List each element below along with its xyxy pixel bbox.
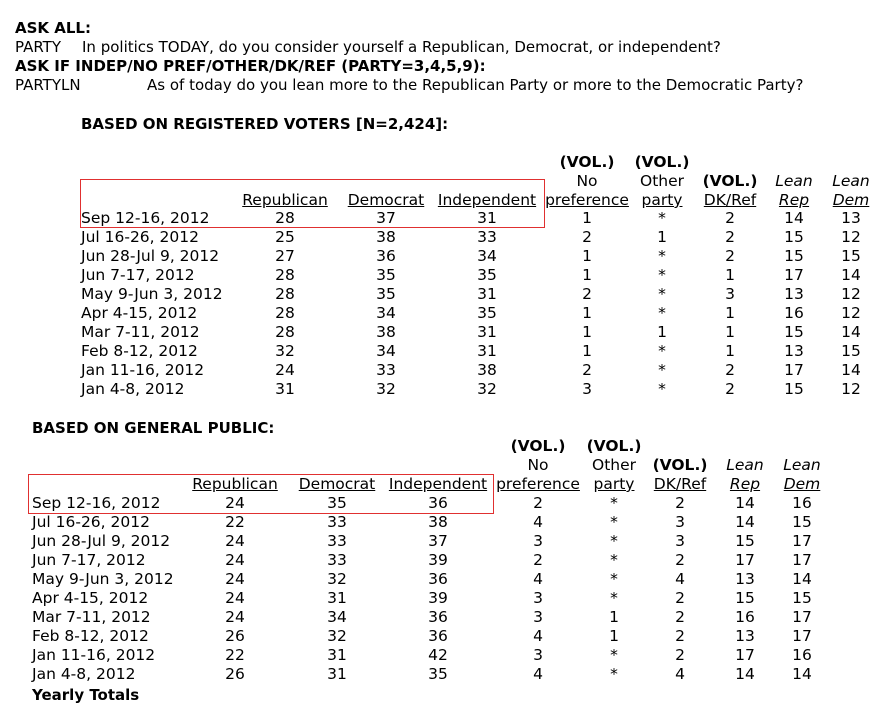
row-value: 15 (784, 247, 804, 265)
header-lean-dem-top: Lean (783, 456, 821, 474)
row-value: 35 (477, 266, 497, 284)
row-value: * (610, 570, 618, 588)
row-value: 34 (376, 304, 396, 322)
row-value: 12 (841, 285, 861, 303)
row-value: 31 (477, 342, 497, 360)
row-value: 15 (735, 589, 755, 607)
row-value: 2 (582, 285, 592, 303)
row-value: 36 (428, 494, 448, 512)
row-value: 24 (275, 361, 295, 379)
header-vol-dkref: (VOL.) (702, 172, 758, 190)
row-value: 2 (675, 627, 685, 645)
row-value: * (610, 513, 618, 531)
row-value: 17 (792, 627, 812, 645)
row-value: 31 (327, 589, 347, 607)
row-value: * (658, 380, 666, 398)
row-value: 3 (675, 513, 685, 531)
row-date: Jun 7-17, 2012 (32, 551, 146, 569)
row-value: 3 (533, 532, 543, 550)
row-date: Sep 12-16, 2012 (81, 209, 210, 227)
row-value: 17 (784, 361, 804, 379)
row-value: 2 (675, 494, 685, 512)
row-value: 31 (275, 380, 295, 398)
row-value: 38 (428, 513, 448, 531)
general-title: BASED ON GENERAL PUBLIC: (32, 419, 275, 437)
registered-title: BASED ON REGISTERED VOTERS [N=2,424]: (81, 115, 449, 133)
row-value: 27 (275, 247, 295, 265)
row-value: 3 (725, 285, 735, 303)
ask-if-label: ASK IF INDEP/NO PREF/OTHER/DK/REF (PARTY=3,4,5,9): (15, 57, 486, 75)
row-value: * (658, 304, 666, 322)
row-value: 15 (784, 323, 804, 341)
row-value: 14 (841, 266, 861, 284)
row-value: 31 (327, 646, 347, 664)
registered-highlight-box (80, 179, 545, 228)
row-value: 31 (477, 209, 497, 227)
row-value: 2 (725, 209, 735, 227)
row-value: 16 (784, 304, 804, 322)
header-other: Other (639, 172, 685, 190)
header-lean-rep-top: Lean (726, 456, 764, 474)
party-code: PARTY (15, 38, 62, 56)
row-value: 12 (841, 380, 861, 398)
row-value: 15 (784, 380, 804, 398)
header-dem: Dem (783, 475, 821, 493)
row-value: 24 (225, 570, 245, 588)
row-value: 4 (533, 665, 543, 683)
row-value: 25 (275, 228, 295, 246)
row-value: 32 (477, 380, 497, 398)
header-party: party (641, 191, 683, 209)
row-value: * (658, 209, 666, 227)
row-value: 16 (735, 608, 755, 626)
row-value: 36 (428, 608, 448, 626)
row-value: 1 (657, 323, 667, 341)
row-value: 36 (376, 247, 396, 265)
row-value: 14 (735, 494, 755, 512)
row-value: 15 (841, 247, 861, 265)
row-value: * (610, 589, 618, 607)
row-value: 17 (792, 532, 812, 550)
header-dem: Dem (832, 191, 870, 209)
row-date: Mar 7-11, 2012 (81, 323, 200, 341)
row-value: 1 (582, 342, 592, 360)
row-value: 13 (784, 342, 804, 360)
row-value: 33 (327, 532, 347, 550)
row-value: 2 (725, 228, 735, 246)
row-value: 37 (376, 209, 396, 227)
row-value: 33 (376, 361, 396, 379)
row-value: 34 (477, 247, 497, 265)
header-vol-no-preference: (VOL.) (559, 153, 615, 171)
header-rep: Rep (729, 475, 761, 493)
header-vol-no-preference: (VOL.) (510, 437, 566, 455)
row-value: 3 (533, 608, 543, 626)
header-vol-dkref: (VOL.) (652, 456, 708, 474)
row-date: Jun 7-17, 2012 (81, 266, 195, 284)
row-value: 4 (533, 570, 543, 588)
yearly-totals-cutoff: Yearly Totals (32, 686, 140, 704)
row-value: 1 (725, 266, 735, 284)
row-value: 4 (675, 570, 685, 588)
header-party: party (593, 475, 635, 493)
row-value: 14 (792, 665, 812, 683)
row-value: 28 (275, 323, 295, 341)
header-preference: preference (496, 475, 580, 493)
row-value: 2 (675, 551, 685, 569)
row-value: 1 (725, 323, 735, 341)
row-value: 14 (784, 209, 804, 227)
row-value: * (610, 665, 618, 683)
row-value: * (658, 342, 666, 360)
row-date: Feb 8-12, 2012 (32, 627, 149, 645)
row-value: 17 (792, 551, 812, 569)
header-independent: Independent (388, 475, 488, 493)
row-value: 34 (376, 342, 396, 360)
row-value: 1 (609, 608, 619, 626)
row-value: 17 (792, 608, 812, 626)
row-value: 2 (533, 551, 543, 569)
party-question: In politics TODAY, do you consider yourself a Republican, Democrat, or independent? (82, 38, 721, 56)
row-value: 15 (792, 589, 812, 607)
header-rep: Rep (778, 191, 810, 209)
row-date: Mar 7-11, 2012 (32, 608, 151, 626)
row-value: 14 (841, 361, 861, 379)
row-value: 17 (735, 551, 755, 569)
row-value: 28 (275, 209, 295, 227)
row-value: 13 (735, 570, 755, 588)
row-value: 1 (582, 209, 592, 227)
row-date: Jul 16-26, 2012 (32, 513, 150, 531)
row-value: 14 (735, 665, 755, 683)
row-value: 4 (533, 513, 543, 531)
row-value: 1 (609, 627, 619, 645)
header-republican: Republican (242, 191, 328, 209)
row-value: 24 (225, 589, 245, 607)
row-value: 15 (735, 532, 755, 550)
row-date: Apr 4-15, 2012 (32, 589, 149, 607)
row-value: 1 (725, 342, 735, 360)
row-value: 32 (376, 380, 396, 398)
row-value: * (658, 285, 666, 303)
row-value: 24 (225, 608, 245, 626)
row-value: 2 (533, 494, 543, 512)
row-value: 35 (428, 665, 448, 683)
row-value: 39 (428, 589, 448, 607)
row-value: 2 (675, 608, 685, 626)
row-value: 31 (477, 285, 497, 303)
row-value: * (658, 361, 666, 379)
row-value: 1 (582, 304, 592, 322)
row-value: * (610, 494, 618, 512)
row-value: 12 (841, 304, 861, 322)
row-value: 34 (327, 608, 347, 626)
row-value: * (610, 532, 618, 550)
row-date: Jan 11-16, 2012 (32, 646, 156, 664)
row-value: 32 (327, 627, 347, 645)
row-value: 1 (582, 266, 592, 284)
row-value: 13 (841, 209, 861, 227)
row-value: 31 (477, 323, 497, 341)
row-value: 24 (225, 494, 245, 512)
row-value: 33 (327, 551, 347, 569)
row-value: 28 (275, 266, 295, 284)
row-value: 16 (792, 494, 812, 512)
header-lean-dem-top: Lean (832, 172, 870, 190)
row-value: 17 (784, 266, 804, 284)
row-value: 26 (225, 665, 245, 683)
row-value: 14 (841, 323, 861, 341)
row-date: May 9-Jun 3, 2012 (32, 570, 174, 588)
row-date: Jan 11-16, 2012 (81, 361, 205, 379)
header-lean-rep-top: Lean (775, 172, 813, 190)
header-no: No (527, 456, 549, 474)
row-value: 1 (657, 228, 667, 246)
row-date: Sep 12-16, 2012 (32, 494, 161, 512)
row-value: 4 (533, 627, 543, 645)
row-value: 33 (477, 228, 497, 246)
header-other: Other (591, 456, 637, 474)
row-value: 1 (582, 247, 592, 265)
row-value: 36 (428, 570, 448, 588)
row-value: 3 (533, 589, 543, 607)
row-value: 38 (477, 361, 497, 379)
row-value: 35 (477, 304, 497, 322)
row-value: 38 (376, 323, 396, 341)
row-value: 2 (582, 361, 592, 379)
row-value: 2 (675, 589, 685, 607)
row-value: 16 (792, 646, 812, 664)
header-dkref: DK/Ref (703, 191, 757, 209)
row-value: 1 (582, 323, 592, 341)
row-value: 22 (225, 513, 245, 531)
row-date: Feb 8-12, 2012 (81, 342, 198, 360)
row-value: 17 (735, 646, 755, 664)
row-value: 42 (428, 646, 448, 664)
header-dkref: DK/Ref (653, 475, 707, 493)
header-vol-other-party: (VOL.) (634, 153, 690, 171)
general-highlight-box (28, 474, 494, 514)
row-value: 35 (376, 266, 396, 284)
header-independent: Independent (437, 191, 537, 209)
row-value: 14 (735, 513, 755, 531)
header-republican: Republican (192, 475, 278, 493)
header-no: No (576, 172, 598, 190)
row-date: May 9-Jun 3, 2012 (81, 285, 223, 303)
row-value: 28 (275, 304, 295, 322)
row-value: 32 (327, 570, 347, 588)
row-value: 26 (225, 627, 245, 645)
row-date: Jun 28-Jul 9, 2012 (81, 247, 220, 265)
header-democrat: Democrat (347, 191, 425, 209)
row-value: 12 (841, 228, 861, 246)
header-democrat: Democrat (298, 475, 376, 493)
row-value: 1 (725, 304, 735, 322)
row-value: 15 (792, 513, 812, 531)
row-value: 33 (327, 513, 347, 531)
header-vol-other-party: (VOL.) (586, 437, 642, 455)
row-value: 15 (841, 342, 861, 360)
row-value: 38 (376, 228, 396, 246)
ask-all-label: ASK ALL: (15, 19, 91, 37)
row-value: 28 (275, 285, 295, 303)
row-value: 37 (428, 532, 448, 550)
row-value: 3 (675, 532, 685, 550)
row-value: 24 (225, 532, 245, 550)
row-value: 35 (376, 285, 396, 303)
row-value: 32 (275, 342, 295, 360)
partyln-code: PARTYLN (15, 76, 81, 94)
row-value: 31 (327, 665, 347, 683)
row-date: Jan 4-8, 2012 (32, 665, 136, 683)
row-value: 39 (428, 551, 448, 569)
row-date: Jan 4-8, 2012 (81, 380, 185, 398)
header-preference: preference (545, 191, 629, 209)
row-value: 2 (582, 228, 592, 246)
row-date: Jul 16-26, 2012 (81, 228, 199, 246)
row-value: 4 (675, 665, 685, 683)
row-value: 22 (225, 646, 245, 664)
row-value: 15 (784, 228, 804, 246)
row-value: 13 (735, 627, 755, 645)
row-value: 2 (725, 380, 735, 398)
row-value: * (610, 646, 618, 664)
row-value: * (658, 247, 666, 265)
row-value: * (610, 551, 618, 569)
row-value: 14 (792, 570, 812, 588)
row-value: 3 (533, 646, 543, 664)
row-value: 35 (327, 494, 347, 512)
row-value: 36 (428, 627, 448, 645)
row-value: 24 (225, 551, 245, 569)
row-value: 13 (784, 285, 804, 303)
row-date: Apr 4-15, 2012 (81, 304, 198, 322)
partyln-question: As of today do you lean more to the Republican Party or more to the Democratic Party? (147, 76, 804, 94)
row-value: 2 (725, 247, 735, 265)
row-value: 3 (582, 380, 592, 398)
row-date: Jun 28-Jul 9, 2012 (32, 532, 171, 550)
row-value: 2 (725, 361, 735, 379)
row-value: 2 (675, 646, 685, 664)
row-value: * (658, 266, 666, 284)
